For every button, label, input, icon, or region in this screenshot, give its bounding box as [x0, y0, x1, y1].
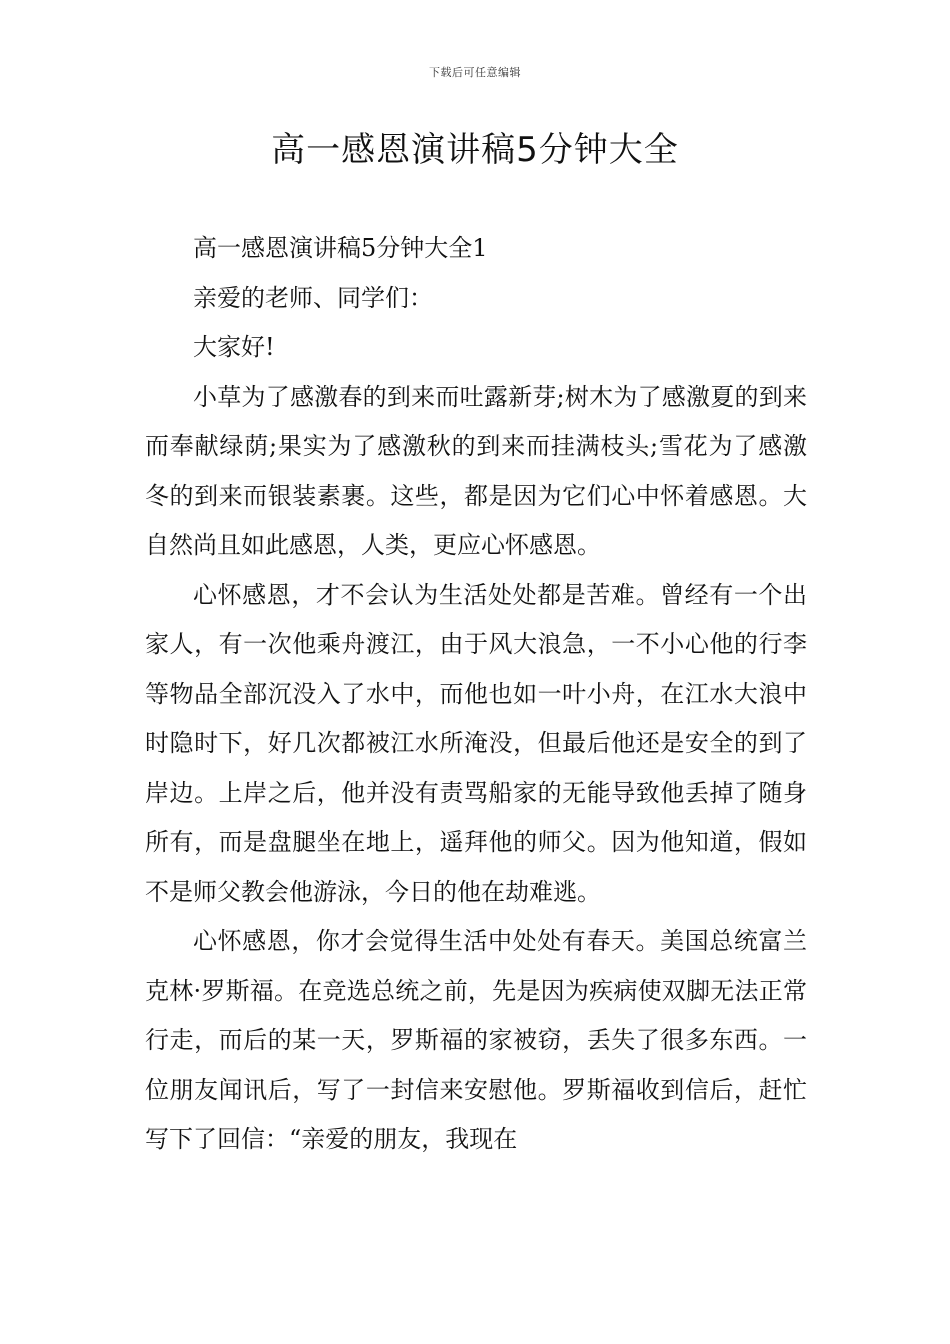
- header-note: 下载后可任意编辑: [429, 66, 521, 79]
- paragraph-greeting: 大家好!: [193, 333, 275, 361]
- paragraph-subtitle: 高一感恩演讲稿5分钟大全1: [193, 234, 488, 262]
- paragraph-roosevelt-story: 心怀感恩，你才会觉得生活中处处有春天。美国总统富兰克林·罗斯福。在竞选总统之前，先是因为疾病使双脚无法正常行走，而后的某一天，罗斯福的家被窃，丢失了很多东西。一位朋友闻讯后，写了一封信来安慰他。罗斯福收到信后，赶忙写下了回信：“亲爱的朋友，我现在: [145, 927, 807, 1153]
- paragraph-salutation: 亲爱的老师、同学们：: [193, 283, 433, 312]
- document-title: 高一感恩演讲稿5分钟大全: [271, 130, 679, 170]
- paragraph-monk-story: 心怀感恩，才不会认为生活处处都是苦难。曾经有一个出家人，有一次他乘舟渡江，由于风大浪急，一不小心他的行李等物品全部沉没入了水中，而他也如一叶小舟，在江水大浪中时隐时下，好几次都被江水所淹没，但最后他还是安全的到了岸边。上岸之后，他并没有责骂船家的无能导致他丢掉了随身所有，而是盘腿坐在地上，遥拜他的师父。因为他知道，假如不是师父教会他游泳，今日的他在劫难逃。: [145, 580, 807, 906]
- paragraph-nature: 小草为了感激春的到来而吐露新芽;树木为了感激夏的到来而奉献绿荫;果实为了感激秋的到来而挂满枝头;雪花为了感激冬的到来而银装素裹。这些，都是因为它们心中怀着感恩。大自然尚且如此感恩，人类，更应心怀感恩。: [145, 382, 807, 559]
- document-body: [145, 224, 807, 1165]
